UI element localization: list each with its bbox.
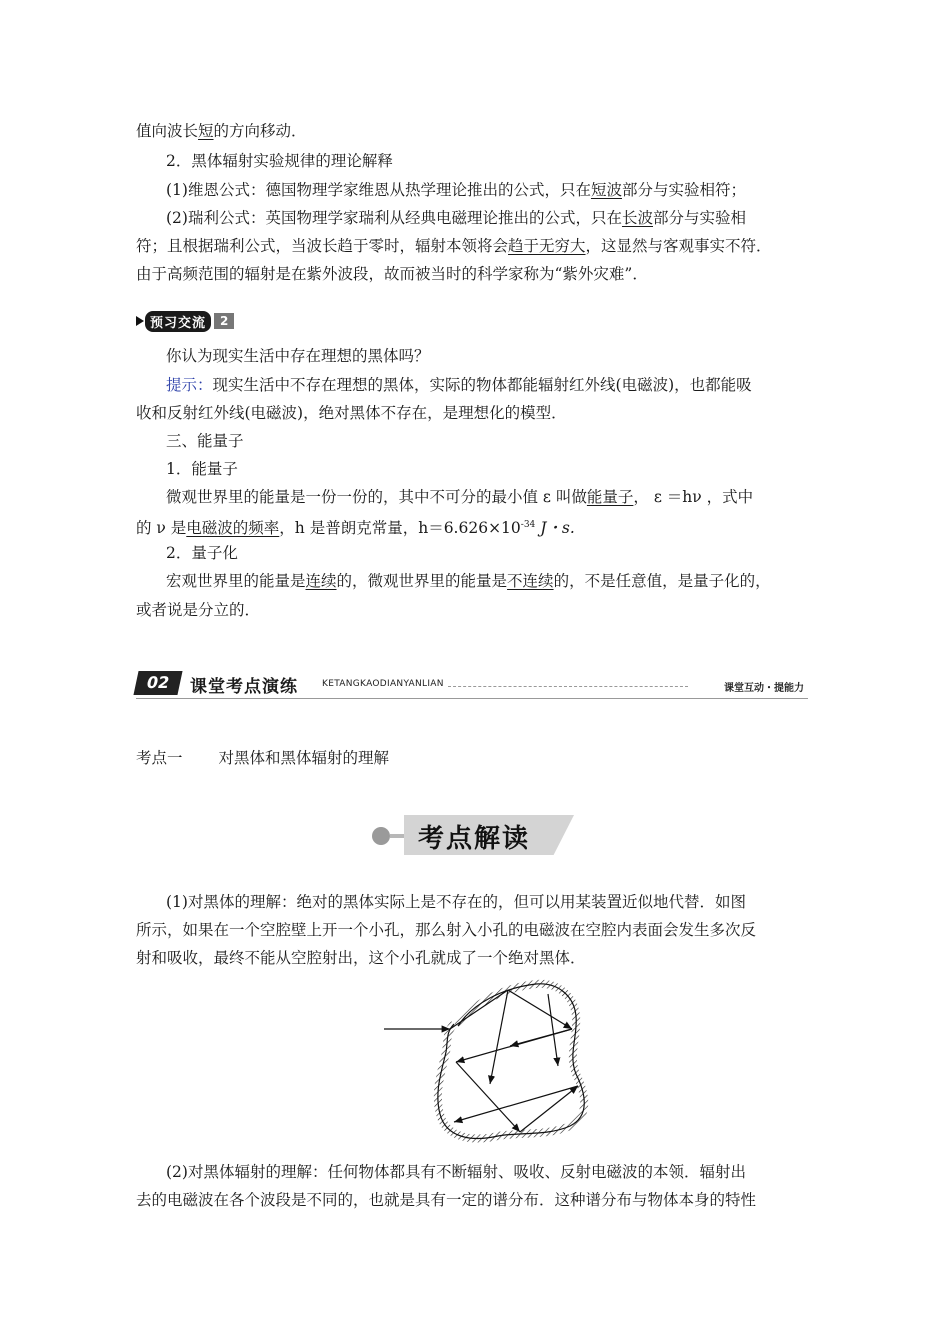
- paragraph-line: 射和吸收，最终不能从空腔射出，这个小孔就成了一个绝对黑体．: [136, 949, 586, 967]
- paragraph-line: 所示，如果在一个空腔壁上开一个小孔，那么射入小孔的电磁波在空腔内表面会发生多次反: [136, 921, 757, 939]
- section-title: 三、能量子: [166, 432, 244, 450]
- ray-segment: [548, 994, 558, 1066]
- text-line: 由于高频范围的辐射是在紫外波段，故而被当时的科学家称为“紫外灾难”．: [136, 265, 648, 283]
- kaodian-heading: [136, 748, 816, 768]
- text-line: [166, 571, 816, 591]
- kaodian-jiedu-banner: [372, 811, 582, 859]
- preview-badge: [136, 311, 234, 331]
- dashed-divider: [448, 686, 688, 687]
- paragraph-line: 去的电磁波在各个波段是不同的，也就是具有一定的谱分布．这种谱分布与物体本身的特性: [136, 1191, 757, 1209]
- hint-label: 提示：: [166, 376, 213, 394]
- text-line: [136, 515, 816, 538]
- ray-segment: [450, 990, 508, 1029]
- underlined-answer: 连续: [305, 572, 337, 590]
- text-line: [166, 180, 816, 200]
- underlined-answer: 长波: [621, 209, 653, 227]
- section-banner: [136, 671, 808, 699]
- text-line: [166, 208, 816, 228]
- question: 你认为现实生活中存在理想的黑体吗？: [166, 347, 430, 365]
- kaodian-title: 对黑体和黑体辐射的理解: [218, 749, 390, 767]
- text-line: [136, 236, 816, 256]
- subheading: 1．能量子: [166, 460, 238, 478]
- text-span: 的 ν 是: [136, 519, 187, 538]
- hint-line: 收和反射红外线(电磁波)，绝对黑体不存在，是理想化的模型．: [136, 404, 567, 422]
- blackbody-cavity-figure: [380, 974, 610, 1146]
- paragraph-line: (2)对黑体辐射的理解：任何物体都具有不断辐射、吸收、反射电磁波的本领．辐射出: [166, 1163, 746, 1181]
- preview-number: 2: [214, 313, 234, 329]
- text-span: 值向波长: [136, 122, 199, 140]
- exponent: -34: [520, 520, 536, 530]
- section-pinyin: KETANGKAODIANYANLIAN: [322, 679, 444, 689]
- hint-line: [166, 375, 816, 395]
- text-span: (2)瑞利公式：英国物理学家瑞利从经典电磁理论推出的公式，只在: [166, 209, 622, 227]
- kaodian-label: 考点一: [136, 749, 183, 767]
- paragraph-line: (1)对黑体的理解：绝对的黑体实际上是不存在的，但可以用某装置近似地代替．如图: [166, 893, 746, 911]
- banner-title: 考点解读: [418, 824, 531, 854]
- underlined-answer: 电磁波的频率: [186, 519, 280, 538]
- hint-text: 现实生活中不存在理想的黑体，实际的物体都能辐射红外线(电磁波)，也都能吸: [212, 376, 752, 394]
- underlined-answer: 短波: [590, 181, 622, 199]
- text-span: ，h 是普朗克常量，h＝6.626×10: [279, 519, 521, 538]
- text-span: 宏观世界里的能量是: [166, 572, 306, 590]
- subheading: 2．量子化: [166, 544, 238, 562]
- text-span: 微观世界里的能量是一份一份的，其中不可分的最小值 ε 叫做: [166, 488, 587, 506]
- text-span: 的方向移动．: [213, 122, 307, 140]
- arrow-icon: [136, 316, 144, 326]
- divider: [136, 698, 808, 699]
- text-span: 部分与实验相符；: [621, 181, 746, 199]
- ray-segment: [456, 1062, 520, 1132]
- section-tagline: 课堂互动・提能力: [724, 683, 804, 694]
- section-number: 02: [133, 671, 182, 695]
- ray-segment: [510, 1029, 572, 1046]
- text-span: ，这显然与客观事实不符．: [585, 237, 772, 255]
- text-line: 或者说是分立的．: [136, 601, 261, 619]
- section-title: 课堂考点演练: [190, 677, 298, 697]
- text-span: 部分与实验相: [652, 209, 746, 227]
- underlined-answer: 能量子: [586, 488, 634, 506]
- text-span: 的，微观世界里的能量是: [336, 572, 508, 590]
- preview-label: 预习交流: [145, 311, 211, 332]
- bullet-dot-icon: [372, 827, 390, 845]
- text-span: ， ε ＝hν ，式中: [633, 488, 754, 506]
- text-span: 符；且根据瑞利公式，当波长趋于零时，辐射本领将会: [136, 237, 509, 255]
- underlined-answer: 短: [198, 122, 214, 140]
- text-span: (1)维恩公式：德国物理学家维恩从热学理论推出的公式，只在: [166, 181, 591, 199]
- underlined-answer: 趋于无穷大: [508, 237, 586, 255]
- text-span: 的，不是任意值，是量子化的，: [553, 572, 771, 590]
- underlined-answer: 不连续: [507, 572, 554, 590]
- ray-segment: [490, 990, 508, 1084]
- text-line: [166, 487, 816, 507]
- heading-theory: 2．黑体辐射实验规律的理论解释: [166, 152, 393, 170]
- ray-segment: [454, 1086, 578, 1122]
- unit: J・s.: [535, 519, 575, 538]
- text-line: [136, 121, 816, 141]
